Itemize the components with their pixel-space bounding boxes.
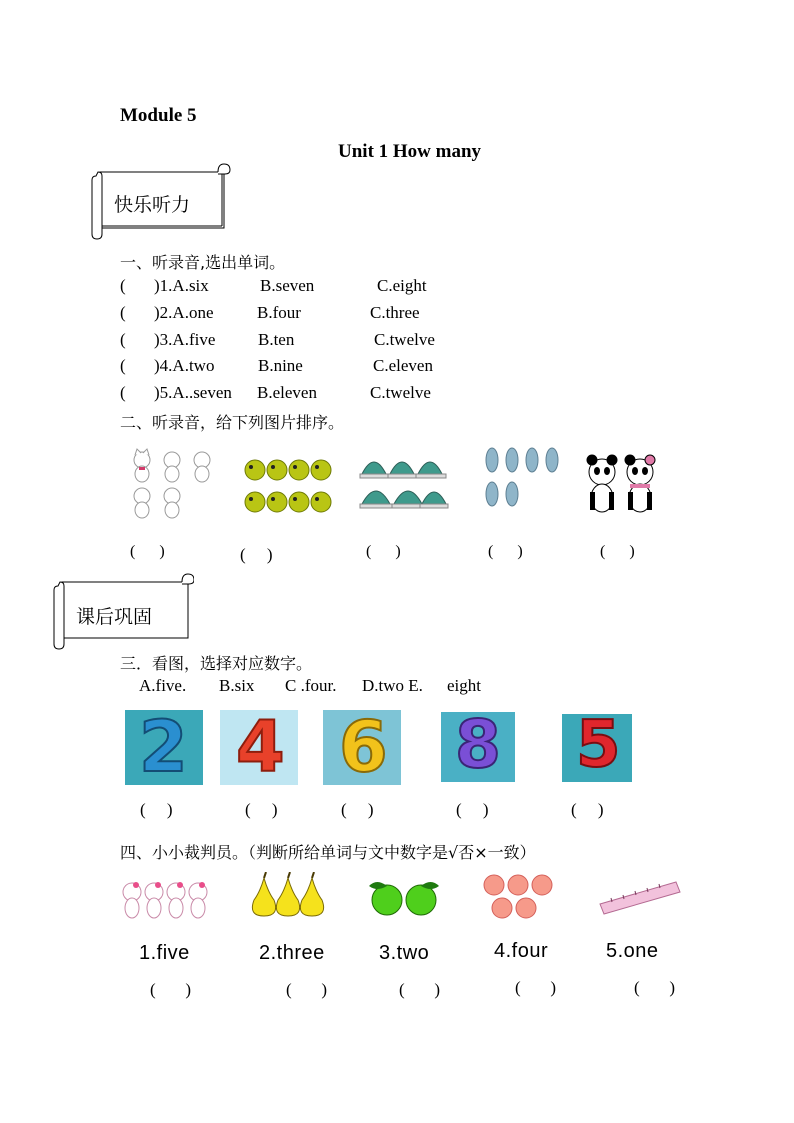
answer-blank[interactable]: ( ) [634,978,676,997]
answer-blank[interactable]: ( ) [488,543,523,560]
answer-blank[interactable]: ( ) [571,800,604,819]
digit: 6 [339,706,388,788]
option-c: C.three [370,303,420,322]
answer-blank[interactable]: ( ) [456,800,489,819]
number-two-picture [125,706,203,788]
answer-blank[interactable]: ( ) [366,543,401,560]
answer-blank[interactable]: ( ) [140,800,173,819]
section-banner-practice [52,570,194,650]
digit: 4 [236,706,285,788]
option-a: )3.A.five [154,330,216,349]
word-label: 1.five [139,942,190,964]
caps-icon [358,450,450,512]
option-label: eight [447,676,481,695]
number-five-picture [562,708,632,782]
section4-title: 四、小小裁判员。（判断所给单词与文中数字是√否×一致） [120,843,536,862]
answer-blank[interactable]: ( ) [245,800,278,819]
peaches-icon [480,874,558,920]
answer-paren[interactable]: ( [120,356,126,375]
number-eight-picture [441,706,515,783]
answer-blank[interactable]: ( ) [600,543,635,560]
parrots-icon [482,446,564,512]
module-title: Module 5 [120,105,197,126]
word-label: 3.two [379,942,430,964]
option-c: C.eight [377,276,427,295]
answer-blank[interactable]: ( ) [240,545,273,564]
chameleons-icon [243,456,335,520]
answer-paren[interactable]: ( [120,330,126,349]
word-label: 4.four [494,940,549,962]
answer-blank[interactable]: ( ) [130,543,165,560]
option-b: B.seven [260,276,315,295]
answer-blank[interactable]: ( ) [515,978,557,997]
section3-title: 三．看图，选择对应数字。 [120,654,313,673]
answer-paren[interactable]: ( [120,276,126,295]
section2-title: 二、听录音，给下列图片排序。 [120,413,345,432]
ruler-icon [598,878,682,916]
unit-title: Unit 1 How many [338,141,482,162]
answer-blank[interactable]: ( ) [399,980,441,999]
pears-icon [250,872,330,918]
digit: 5 [576,708,621,782]
apples-icon [367,878,443,918]
option-c: C.eleven [373,356,433,375]
cats-icon [120,880,212,920]
option-label: D.two E. [362,676,423,695]
cats-icon [130,448,218,520]
answer-blank[interactable]: ( ) [150,980,192,999]
word-label: 5.one [606,940,659,962]
digit: 2 [139,706,188,788]
section-banner-listening [90,160,232,240]
banner-label: 课后巩固 [76,606,153,628]
option-a: )2.A.one [154,303,214,322]
option-label: A.five. [139,676,187,695]
option-b: B.four [257,303,301,322]
option-c: C.twelve [374,330,435,349]
digit: 8 [455,706,501,783]
answer-blank[interactable]: ( ) [341,800,374,819]
option-b: B.nine [258,356,303,375]
answer-paren[interactable]: ( [120,303,126,322]
option-label: C .four. [285,676,337,695]
number-four-picture [220,706,298,788]
word-label: 2.three [259,942,325,964]
option-a: )4.A.two [154,356,215,375]
option-a: )5.A..seven [154,383,232,402]
option-b: B.eleven [257,383,317,402]
option-c: C.twelve [370,383,431,402]
section1-title: 一、听录音,选出单词。 [120,253,286,272]
answer-paren[interactable]: ( [120,383,126,402]
option-a: )1.A.six [154,276,209,295]
pandas-icon [586,454,658,516]
option-label: B.six [219,676,255,695]
banner-label: 快乐听力 [114,194,191,216]
number-six-picture [323,706,401,788]
option-b: B.ten [258,330,295,349]
answer-blank[interactable]: ( ) [286,980,328,999]
